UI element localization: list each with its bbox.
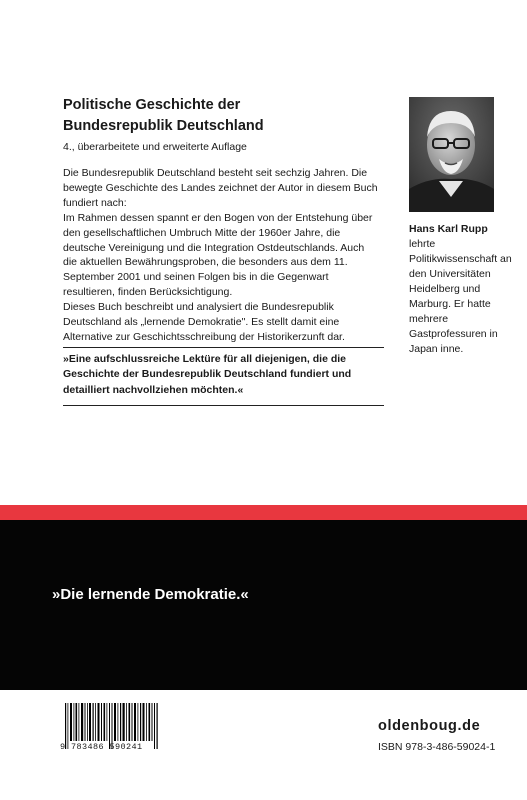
book-title bbox=[63, 95, 383, 137]
description-paragraph-2: Im Rahmen dessen spannt er den Bogen von der Entstehung über den gesellschaftlichen Umbruch Mitte der 1960er Jahre, die deutsche Vereinigung und die Integration Ostdeutschlands. Auch die aktuellen Bewährungsproben, die besonders aus dem 11. September 2001 und seinen Folgen bis in die Gegenwart resultieren, finden Berücksichtigung. bbox=[63, 211, 373, 299]
author-bio bbox=[409, 222, 514, 357]
barcode-icon bbox=[63, 703, 161, 765]
description-paragraph-3: Dieses Buch beschreibt und analysiert die Bundesrepublik Deutschland als „lernende Demokratie". Es stellt damit eine Alternative zur Geschichtsschreibung der Historikerzunft dar. bbox=[63, 301, 345, 343]
author-bio-text: lehrte Politikwissenschaft an den Universitäten Heidelberg und Marburg. Er hatte mehrere Gastprofessuren in Japan inne. bbox=[409, 238, 512, 355]
review-quote: »Eine aufschlussreiche Lektüre für all diejenigen, die die Geschichte der Bundesrepublik Deutschland fundiert und detailliert nachvollziehen möchten.« bbox=[63, 353, 352, 396]
barcode-digits: 9 783486 590241 bbox=[60, 742, 143, 752]
description-paragraph-1: Die Bundesrepublik Deutschland besteht seit sechzig Jahren. Die bewegte Geschichte des Landes zeichnet der Autor in diesem Buch fundiert nach: bbox=[63, 167, 378, 209]
author-photo bbox=[409, 97, 494, 212]
quote-bottom-rule bbox=[63, 405, 384, 406]
tagline: »Die lernende Demokratie.« bbox=[52, 586, 249, 603]
book-title-line1: Politische Geschichte der bbox=[63, 97, 241, 113]
red-stripe bbox=[0, 505, 527, 520]
description bbox=[63, 166, 381, 345]
isbn: ISBN 978-3-486-59024-1 bbox=[378, 741, 496, 753]
author-portrait-image bbox=[409, 97, 494, 212]
book-title-line2: Bundesrepublik Deutschland bbox=[63, 118, 264, 134]
black-band bbox=[0, 520, 527, 690]
quote-top-rule bbox=[63, 347, 384, 348]
publisher-website: oldenboug.de bbox=[378, 718, 481, 734]
author-name: Hans Karl Rupp bbox=[409, 223, 488, 235]
edition-note: 4., überarbeitete und erweiterte Auflage bbox=[63, 141, 247, 153]
